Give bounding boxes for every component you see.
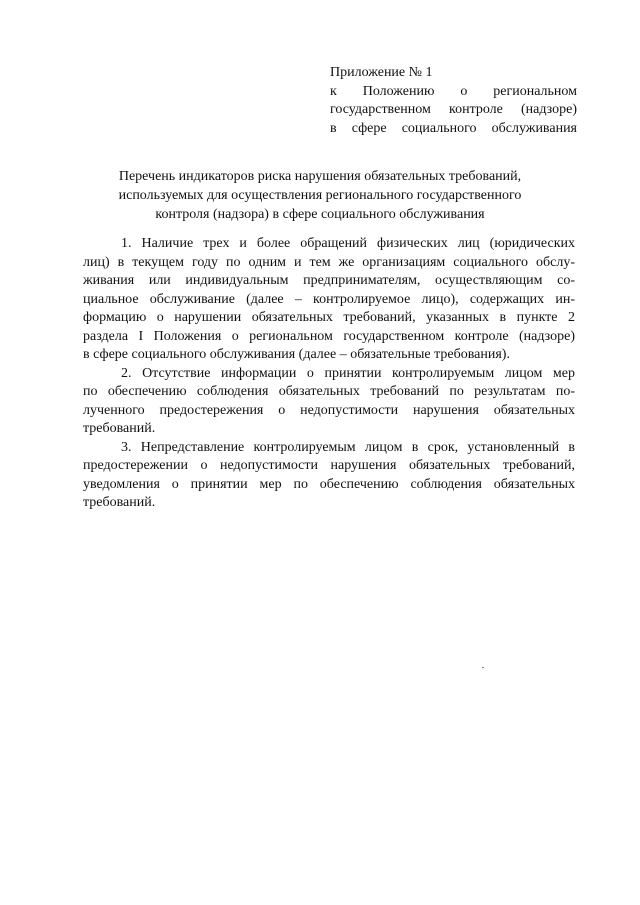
paragraph-line: 2. Отсутствие информации о принятии контролируемым лицом мер bbox=[121, 365, 575, 381]
paragraph-indicator-3 bbox=[83, 439, 575, 513]
title-line-3: контроля (надзора) в сфере социального обслуживания bbox=[155, 207, 485, 222]
document-body bbox=[83, 235, 575, 513]
scan-artifact bbox=[482, 667, 484, 668]
paragraph-line: уведомления о принятии мер по обеспечению соблюдения обязательных bbox=[83, 476, 575, 492]
paragraph-line: требований. bbox=[83, 495, 156, 510]
paragraph-line: живания или индивидуальным предпринимателям, осуществляющим со- bbox=[83, 273, 575, 288]
paragraph-line: раздела I Положения о региональном государственном контроле (надзоре) bbox=[83, 328, 575, 344]
paragraph-line: 3. Непредставление контролируемым лицом в срок, установленный в bbox=[121, 439, 575, 455]
paragraph-indicator-2 bbox=[83, 365, 575, 439]
paragraph-line: предостережении о недопустимости нарушения обязательных требований, bbox=[83, 458, 575, 473]
appendix-reference-line-1: к Положению о региональном bbox=[330, 83, 577, 99]
paragraph-line: формацию о нарушении обязательных требований, указанных в пункте 2 bbox=[83, 310, 575, 325]
title-line-1: Перечень индикаторов риска нарушения обязательных требований, bbox=[118, 169, 522, 184]
title-line-2: используемых для осуществления регионального государственного bbox=[118, 188, 522, 203]
paragraph-line: по обеспечению соблюдения обязательных требований по результатам по- bbox=[83, 384, 575, 399]
paragraph-indicator-1 bbox=[83, 235, 575, 365]
paragraph-line: 1. Наличие трех и более обращений физических лиц (юридических bbox=[121, 236, 575, 251]
paragraph-line: лученного предостережения о недопустимости нарушения обязательных bbox=[83, 402, 575, 418]
document-title bbox=[95, 167, 545, 224]
appendix-reference-line-2: государственном контроле (надзоре) bbox=[330, 102, 577, 117]
paragraph-line: циальное обслуживание (далее – контролируемое лицо), содержащих ин- bbox=[83, 291, 575, 307]
paragraph-line: в сфере социального обслуживания (далее – обязательные требования). bbox=[83, 347, 510, 362]
appendix-header bbox=[330, 64, 577, 138]
appendix-reference-line-3: в сфере социального обслуживания bbox=[330, 120, 577, 136]
paragraph-line: лиц) в текущем году по одним и тем же организациям социального обслу- bbox=[83, 254, 575, 270]
appendix-number: Приложение № 1 bbox=[330, 65, 433, 80]
paragraph-line: требований. bbox=[83, 421, 156, 436]
